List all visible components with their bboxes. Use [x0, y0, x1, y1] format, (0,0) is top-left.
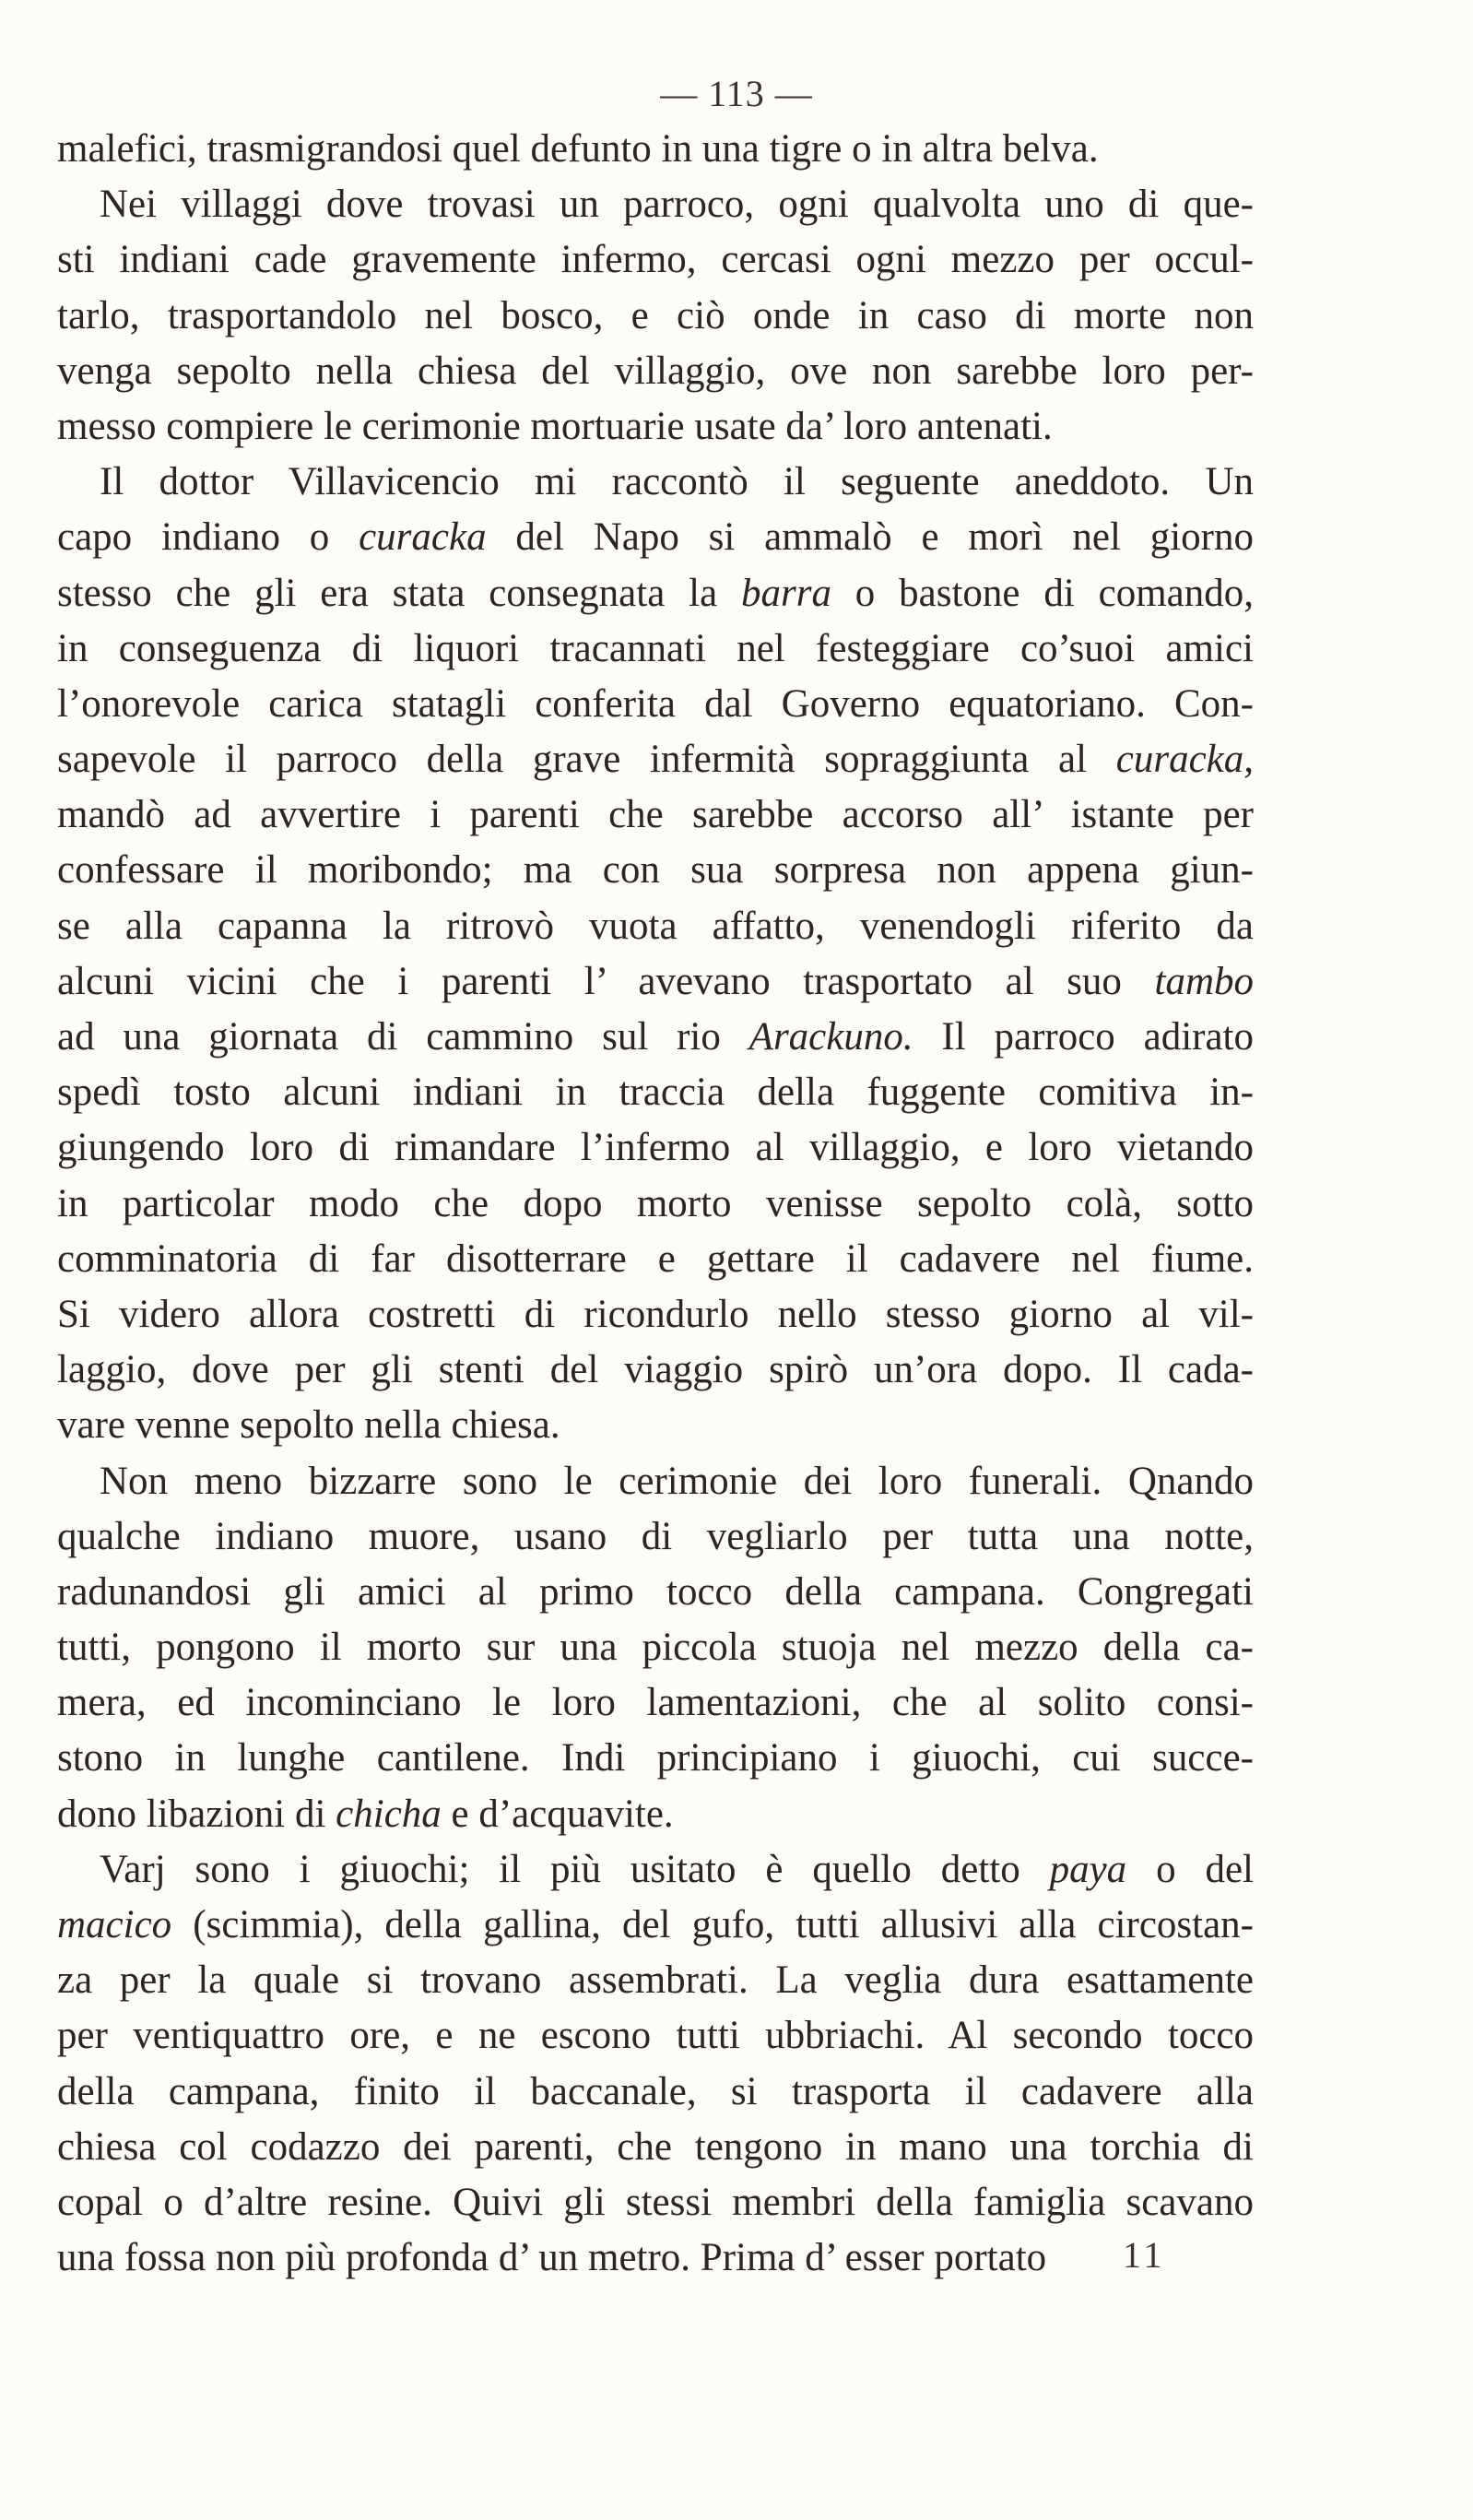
text-line [57, 954, 1254, 1010]
text-line [57, 1620, 1254, 1675]
text-line [57, 1398, 1254, 1453]
text-run: confessare il moribondo; ma con sua sorpresa non appena giun- [57, 848, 1254, 893]
text-run: Varj sono i giuochi; il più usitato è quello detto [100, 1847, 1050, 1891]
italic-term: barra [741, 571, 831, 615]
text-line [57, 677, 1254, 732]
text-run: una fossa non più profonda d’ un metro. Prima d’ esser portato [57, 2236, 1047, 2280]
text-line [57, 2065, 1254, 2120]
text-run: Il dottor Villavicencio mi raccontò il seguente aneddoto. Un [100, 460, 1254, 504]
text-run: (scimmia), della gallina, del gufo, tutti allusivi alla circostan- [171, 1903, 1254, 1946]
text-run: Il parroco adirato [913, 1015, 1254, 1059]
text-run: tutti, pongono il morto sur una piccola stuoja nel mezzo della ca- [57, 1626, 1254, 1670]
text-line [57, 1731, 1254, 1786]
text-run: sti indiani cade gravemente infermo, cercasi ogni mezzo per occul- [57, 238, 1254, 282]
text-line [57, 1565, 1254, 1620]
text-run: malefici, trasmigrandosi quel defunto in una tigre o in altra belva. [57, 127, 1099, 171]
text-line [57, 122, 1254, 177]
body-text [57, 122, 1254, 2286]
text-line [57, 1120, 1254, 1176]
text-line [57, 621, 1254, 677]
text-line [57, 1898, 1254, 1953]
text-run: messo compiere le cerimonie mortuarie usate da’ loro antenati. [57, 404, 1053, 448]
text-run: venga sepolto nella chiesa del villaggio, ove non sarebbe loro per- [57, 349, 1254, 393]
text-run: o del [1126, 1847, 1254, 1891]
text-run: vare venne sepolto nella chiesa. [57, 1403, 560, 1448]
text-line [57, 787, 1254, 843]
text-run: za per la quale si trovano assembrati. La veglia dura esattamente [57, 1958, 1254, 2003]
text-run: qualche indiano muore, usano di vegliarlo per tutta una notte, [57, 1514, 1254, 1558]
text-line [57, 1953, 1254, 2008]
text-line [57, 1010, 1254, 1065]
text-line [57, 1842, 1254, 1898]
text-run: mandò ad avvertire i parenti che sarebbe accorso all’ istante per [57, 793, 1254, 837]
italic-term: chicha [336, 1792, 442, 1836]
text-run: Si videro allora costretti di ricondurlo nello stesso giorno al vil- [57, 1292, 1254, 1336]
text-run: laggio, dove per gli stenti del viaggio spirò un’ora dopo. Il cada- [57, 1348, 1254, 1392]
italic-term: macico [57, 1903, 172, 1946]
text-run: per ventiquattro ore, e ne escono tutti ubbriachi. Al secondo tocco [57, 2014, 1254, 2058]
text-run: l’onorevole carica statagli conferita dal Governo equatoriano. Con- [57, 681, 1254, 726]
text-line [57, 2008, 1254, 2064]
text-line [57, 1287, 1254, 1343]
text-run: se alla capanna la ritrovò vuota affatto, venendogli riferito da [57, 904, 1254, 948]
text-run: copal o d’altre resine. Quivi gli stessi membri della famiglia scavano [57, 2180, 1254, 2224]
italic-term: paya [1049, 1847, 1127, 1891]
text-run: radunandosi gli amici al primo tocco della campana. Congregati [57, 1569, 1254, 1614]
text-run: sapevole il parroco della grave infermità sopraggiunta al [57, 738, 1116, 782]
text-line [57, 510, 1254, 565]
text-line [57, 732, 1254, 787]
text-line [57, 232, 1254, 288]
text-run: capo indiano o [57, 515, 359, 560]
text-line [57, 1787, 1254, 1842]
text-line [57, 289, 1254, 344]
text-run: o bastone di comando, [831, 571, 1254, 615]
text-run: stono in lunghe cantilene. Indi principiano i giuochi, cui succe- [57, 1736, 1254, 1781]
text-run: del Napo si ammalò e morì nel giorno [486, 515, 1254, 560]
text-run: comminatoria di far disotterrare e gettare il cadavere nel fiume. [57, 1236, 1254, 1281]
text-run: mera, ed incominciano le loro lamentazioni, che al solito consi- [57, 1681, 1254, 1725]
text-line [57, 2230, 1254, 2286]
text-run: chiesa col codazzo dei parenti, che tengono in mano una torchia di [57, 2124, 1254, 2169]
text-line [57, 1177, 1254, 1232]
italic-term: curacka, [1115, 738, 1254, 782]
italic-term: curacka [359, 515, 487, 560]
text-line [57, 566, 1254, 621]
text-run: ad una giornata di cammino sul rio [57, 1015, 749, 1059]
text-line [57, 843, 1254, 898]
text-line [57, 455, 1254, 510]
text-run: e d’acquavite. [441, 1792, 674, 1836]
text-line [57, 177, 1254, 232]
page-number: — 113 — [660, 73, 813, 114]
text-run: della campana, finito il baccanale, si trasporta il cadavere alla [57, 2069, 1254, 2113]
text-run: giungendo loro di rimandare l’infermo al villaggio, e loro vietando [57, 1126, 1254, 1170]
text-run: Non meno bizzarre sono le cerimonie dei loro funerali. Qnando [100, 1459, 1254, 1503]
text-run: in conseguenza di liquori tracannati nel festeggiare co’suoi amici [57, 626, 1254, 670]
text-line [57, 2120, 1254, 2175]
signature-mark: 11 [1123, 2234, 1166, 2276]
text-line [57, 1065, 1254, 1120]
text-line [57, 1232, 1254, 1287]
text-line [57, 899, 1254, 954]
text-run: tarlo, trasportandolo nel bosco, e ciò onde in caso di morte non [57, 293, 1254, 337]
italic-term: Arackuno. [748, 1015, 913, 1059]
text-run: stesso che gli era stata consegnata la [57, 571, 741, 615]
text-run: dono libazioni di [57, 1792, 336, 1836]
text-run: Nei villaggi dove trovasi un parroco, ogni qualvolta uno di que- [100, 183, 1254, 227]
text-line [57, 1675, 1254, 1731]
text-line [57, 1509, 1254, 1565]
text-run: spedì tosto alcuni indiani in traccia della fuggente comitiva in- [57, 1071, 1254, 1115]
text-line [57, 399, 1254, 455]
text-run: alcuni vicini che i parenti l’ avevano trasportato al suo [57, 959, 1155, 1003]
text-line [57, 2175, 1254, 2230]
text-line [57, 1454, 1254, 1509]
text-run: in particolar modo che dopo morto venisse sepolto colà, sotto [57, 1181, 1254, 1225]
text-line [57, 344, 1254, 399]
text-line [57, 1343, 1254, 1398]
italic-term: tambo [1154, 959, 1254, 1003]
